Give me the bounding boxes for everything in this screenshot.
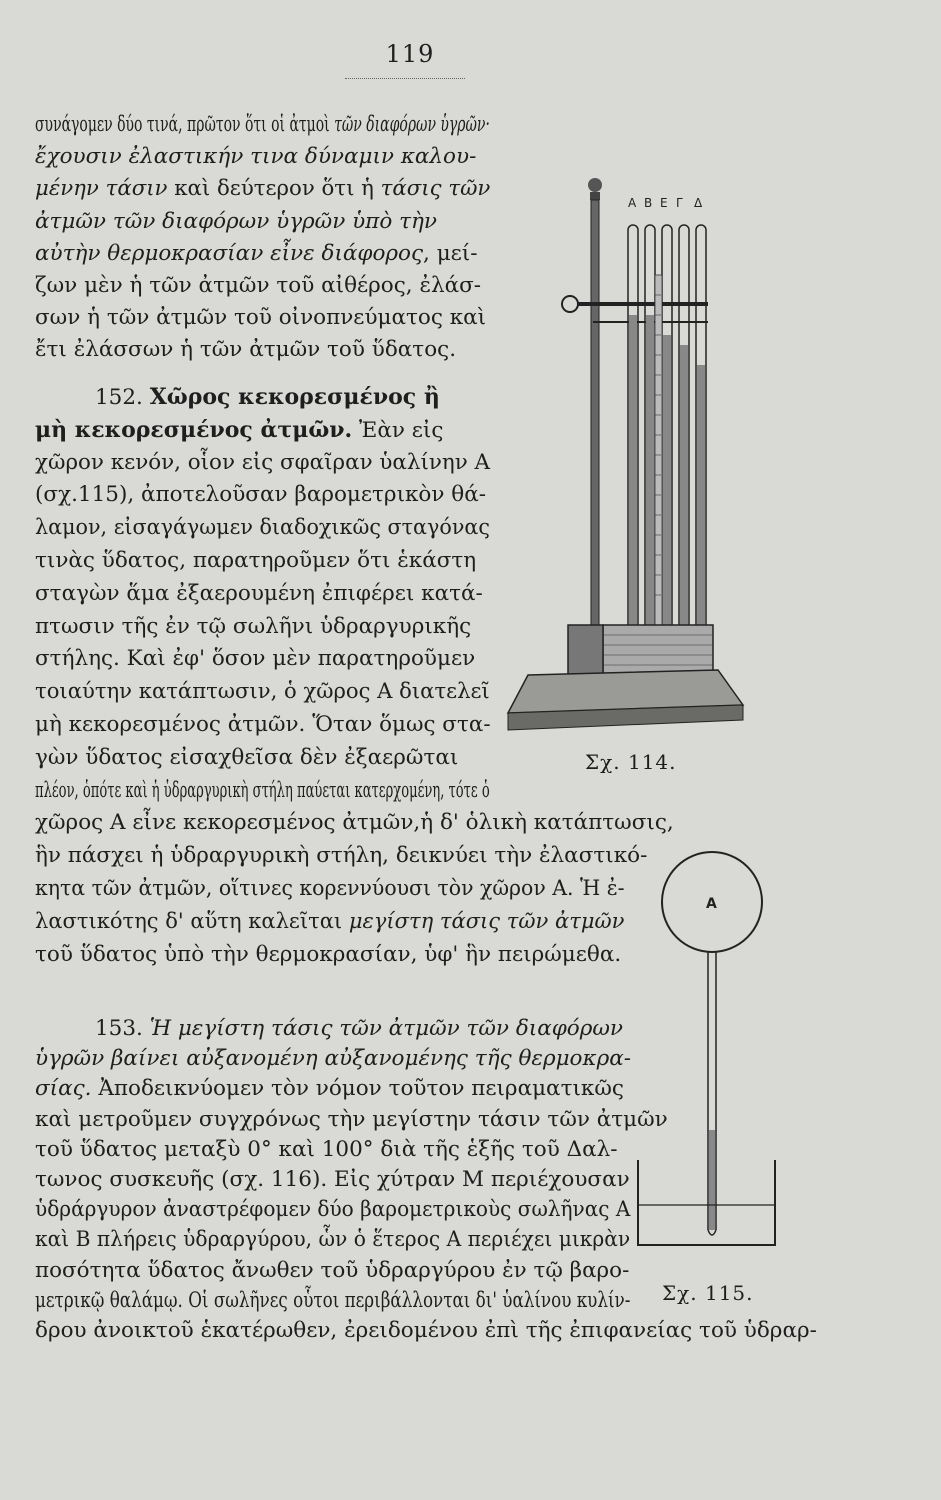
text-line [35, 646, 475, 672]
text-segment: δρου ἀνοικτοῦ ἑκατέρωθεν, ἐρειδομένου ἐπὶ τῆς ἐπιφανείας τοῦ ὑδραρ- [35, 1318, 817, 1343]
text-segment: 153. [95, 1016, 150, 1041]
text-line [35, 337, 456, 363]
text-line [35, 712, 491, 738]
text-segment: τῶν διαφόρων ὑγρῶν· [334, 112, 490, 137]
text-line [35, 1288, 630, 1314]
text-segment: Χῶρος κεκορεσμένος ἢ [149, 384, 440, 410]
text-segment: χῶρος Α εἶνε κεκορεσμένος ἀτμῶν,ἡ δ' ὁλικὴ κατάπτωσις, [35, 810, 674, 836]
text-segment: λαστικότης δ' αὕτη καλεῖται [35, 908, 349, 934]
figure-114-caption: Σχ. 114. [585, 750, 677, 774]
text-line [35, 1258, 629, 1284]
text-segment: ἔτι ἐλάσσων ἡ τῶν ἀτμῶν τοῦ ὕδατος. [35, 337, 457, 363]
text-line [35, 1197, 630, 1223]
text-segment: γὼν ὕδατος εἰσαχθεῖσα δὲν ἐξαερῶται [35, 744, 459, 770]
text-line [35, 1076, 624, 1102]
text-line [35, 909, 624, 935]
text-segment: ὑδράργυρον ἀναστρέφομεν δύο βαρομετρικοὺς σωλῆνας Α [35, 1197, 631, 1223]
bulb-label: Α [706, 896, 717, 912]
text-segment: σταγὼν ἅμα ἐξαερουμένη ἐπιφέρει κατά- [35, 580, 483, 606]
text-segment: 152. [95, 385, 150, 410]
text-segment: κητα τῶν ἀτμῶν, οἵτινες κορεννύουσι τὸν χῶρον Α. Ἡ ἐ- [35, 876, 625, 901]
text-segment: καὶ δεύτερον ὅτι ἡ [167, 176, 381, 202]
page-number: 119 [385, 40, 435, 68]
tube-label: Ε [660, 196, 668, 210]
tube-labels [628, 196, 703, 210]
text-segment: Ἀποδεικνύομεν τὸν νόμον τοῦτον πειραματικῶς [91, 1076, 624, 1102]
text-line [35, 450, 490, 476]
text-line [35, 515, 490, 541]
text-line [35, 241, 478, 267]
text-segment: τοιαύτην κατάπτωσιν, ὁ χῶρος Α διατελεῖ [35, 679, 490, 705]
text-segment: πτωσιν τῆς ἐν τῷ σωλῆνι ὑδραργυρικῆς [35, 613, 472, 639]
text-line [35, 778, 490, 804]
text-segment: μένην τάσιν [35, 176, 168, 202]
page-number-rule [345, 78, 465, 79]
text-segment: ὑγρῶν βαίνει αὐξανομένη αὐξανομένης τῆς θερμοκρα- [35, 1046, 632, 1072]
tube-label: Δ [694, 196, 703, 210]
text-segment: μετρικῷ θαλάμῳ. Οἱ σωλῆνες οὗτοι περιβάλλονται δι' ὑαλίνου κυλίν- [35, 1287, 631, 1313]
text-segment: σων ἡ τῶν ἀτμῶν τοῦ οἰνοπνεύματος καὶ [35, 305, 487, 331]
tube-label: Β [644, 196, 653, 210]
text-line [35, 548, 476, 574]
text-segment: ἣν πάσχει ἡ ὑδραργυρικὴ στήλη, δεικνύει τὴν ἐλαστικό- [35, 843, 648, 869]
text-line [35, 1046, 631, 1072]
text-line [35, 417, 443, 444]
text-line [35, 843, 647, 869]
text-line [35, 273, 481, 299]
figure-115-caption: Σχ. 115. [662, 1281, 754, 1305]
text-segment: τάσις τῶν [380, 176, 491, 202]
text-segment: Ἡ μεγίστη τάσις τῶν ἀτμῶν τῶν διαφόρων [149, 1016, 623, 1041]
text-line [35, 1167, 630, 1193]
text-line [95, 384, 440, 411]
text-line [35, 942, 621, 968]
text-segment: ποσότητα ὕδατος ἄνωθεν τοῦ ὑδραργύρου ἐν τῷ βαρο- [35, 1257, 630, 1283]
text-segment: τινὰς ὕδατος, παρατηροῦμεν ὅτι ἑκάστη [35, 548, 477, 573]
text-line [35, 1137, 618, 1163]
tube-label: Α [628, 196, 637, 210]
text-line [35, 876, 625, 902]
text-line [95, 1016, 623, 1042]
text-segment: μεγίστη τάσις τῶν ἀτμῶν [348, 908, 625, 934]
text-segment: στήλης. Καὶ ἐφ' ὅσον μὲν παρατηροῦμεν [35, 646, 476, 672]
text-line [35, 112, 490, 138]
figure-114-apparatus [498, 165, 748, 755]
text-line [35, 1318, 817, 1344]
text-segment: , μεί- [423, 240, 478, 266]
figure-115-apparatus [630, 830, 780, 1260]
text-segment: πλέον, ὁπότε καὶ ἡ ὑδραργυρικὴ στήλη παύεται κατερχομένη, τότε ὁ [35, 777, 490, 803]
text-segment: Ἐὰν εἰς [352, 417, 444, 443]
text-line [35, 810, 674, 836]
text-segment: λαμον, εἰσαγάγωμεν διαδοχικῶς σταγόνας [35, 515, 490, 541]
text-segment: μὴ κεκορεσμένος ἀτμῶν. Ὅταν ὅμως στα- [35, 712, 491, 737]
text-segment: τοῦ ὕδατος μεταξὺ 0° καὶ 100° διὰ τῆς ἑξῆς τοῦ Δαλ- [35, 1136, 618, 1162]
text-segment: καὶ μετροῦμεν συγχρόνως τὴν μεγίστην τάσιν τῶν ἀτμῶν [35, 1106, 668, 1132]
text-line [35, 176, 490, 202]
text-segment: ἀτμῶν τῶν διαφόρων ὑγρῶν ὑπὸ τὴν [35, 208, 437, 234]
text-line [35, 745, 458, 771]
text-segment: μὴ κεκορεσμένος ἀτμῶν. [35, 416, 353, 443]
text-segment: τοῦ ὕδατος ὑπὸ τὴν θερμοκρασίαν, ὑφ' ἣν πειρώμεθα. [35, 941, 622, 967]
text-line [35, 614, 471, 640]
text-segment: αὐτὴν θερμοκρασίαν εἶνε διάφορος [35, 240, 424, 266]
text-line [35, 1227, 630, 1253]
text-line [35, 209, 437, 235]
text-segment: χῶρον κενόν, οἷον εἰς σφαῖραν ὑαλίνην Α [35, 449, 490, 475]
text-segment: τωνος συσκευῆς (σχ. 116). Εἰς χύτραν Μ περιέχουσαν [35, 1167, 630, 1192]
text-segment: σίας. [35, 1076, 92, 1102]
text-line [35, 305, 486, 331]
text-line [35, 1107, 668, 1133]
text-segment: καὶ Β πλήρεις ὑδραργύρου, ὧν ὁ ἕτερος Α περιέχει μικρὰν [35, 1227, 631, 1253]
text-segment: (σχ.115), ἀποτελοῦσαν βαρομετρικὸν θά- [35, 482, 487, 508]
text-line [35, 679, 490, 705]
text-line [35, 144, 476, 170]
text-segment: ζων μὲν ἡ τῶν ἀτμῶν τοῦ αἰθέρος, ἐλάσ- [35, 273, 482, 298]
tube-label: Γ [676, 196, 683, 210]
text-line [35, 581, 483, 607]
text-segment: συνάγομεν δύο τινά, πρῶτον ὅτι οἱ ἀτμοὶ [35, 112, 335, 137]
text-line [35, 482, 486, 508]
text-segment: ἔχουσιν ἐλαστικήν τινα δύναμιν καλου- [35, 144, 477, 170]
